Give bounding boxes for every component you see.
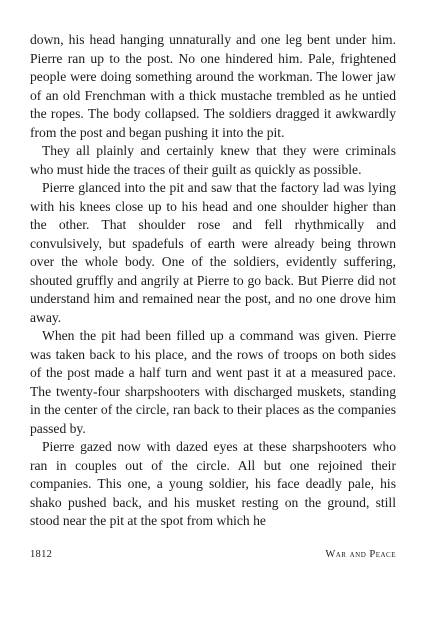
paragraph: When the pit had been filled up a command was given. Pierre was taken back to his place, and the rows of troops on both sides of the post made a half turn and went past it at a measured pace. The twenty-four sharpshooters with discharged muskets, standing in the center of the circle, ran back to their places as the companies passed by. (30, 328, 396, 436)
paragraph: They all plainly and certainly knew that they were criminals who must hide the traces of their guilt as quickly as possible. (30, 143, 396, 177)
page-number: 1812 (30, 549, 53, 560)
page-footer (30, 549, 396, 560)
running-title: War and Peace (325, 549, 396, 560)
paragraph: down, his head hanging unnaturally and one leg bent under him. Pierre ran up to the post. No one hindered him. Pale, frightened people were doing something around the workman. The lower jaw of an old Frenchman with a thick mustache trembled as he untied the ropes. The body collapsed. The soldiers dragged it awkwardly from the post and began pushing it into the pit. (30, 32, 396, 140)
paragraph: Pierre gazed now with dazed eyes at these sharpshooters who ran in couples out of the circle. All but one rejoined their companies. This one, a young soldier, his face deadly pale, his shako pushed back, and his musket resting on the ground, still stood near the pit at the spot from which he (30, 439, 396, 528)
paragraph: Pierre glanced into the pit and saw that the factory lad was lying with his knees close up to his head and one shoulder higher than the other. That shoulder rose and fell rhythmically and convulsively, but spadefuls of earth were already being thrown over the whole body. One of the soldiers, evidently suffering, shouted gruffly and angrily at Pierre to go back. But Pierre did not understand him and remained near the post, and no one drove him away. (30, 180, 396, 325)
page-body (30, 31, 396, 531)
